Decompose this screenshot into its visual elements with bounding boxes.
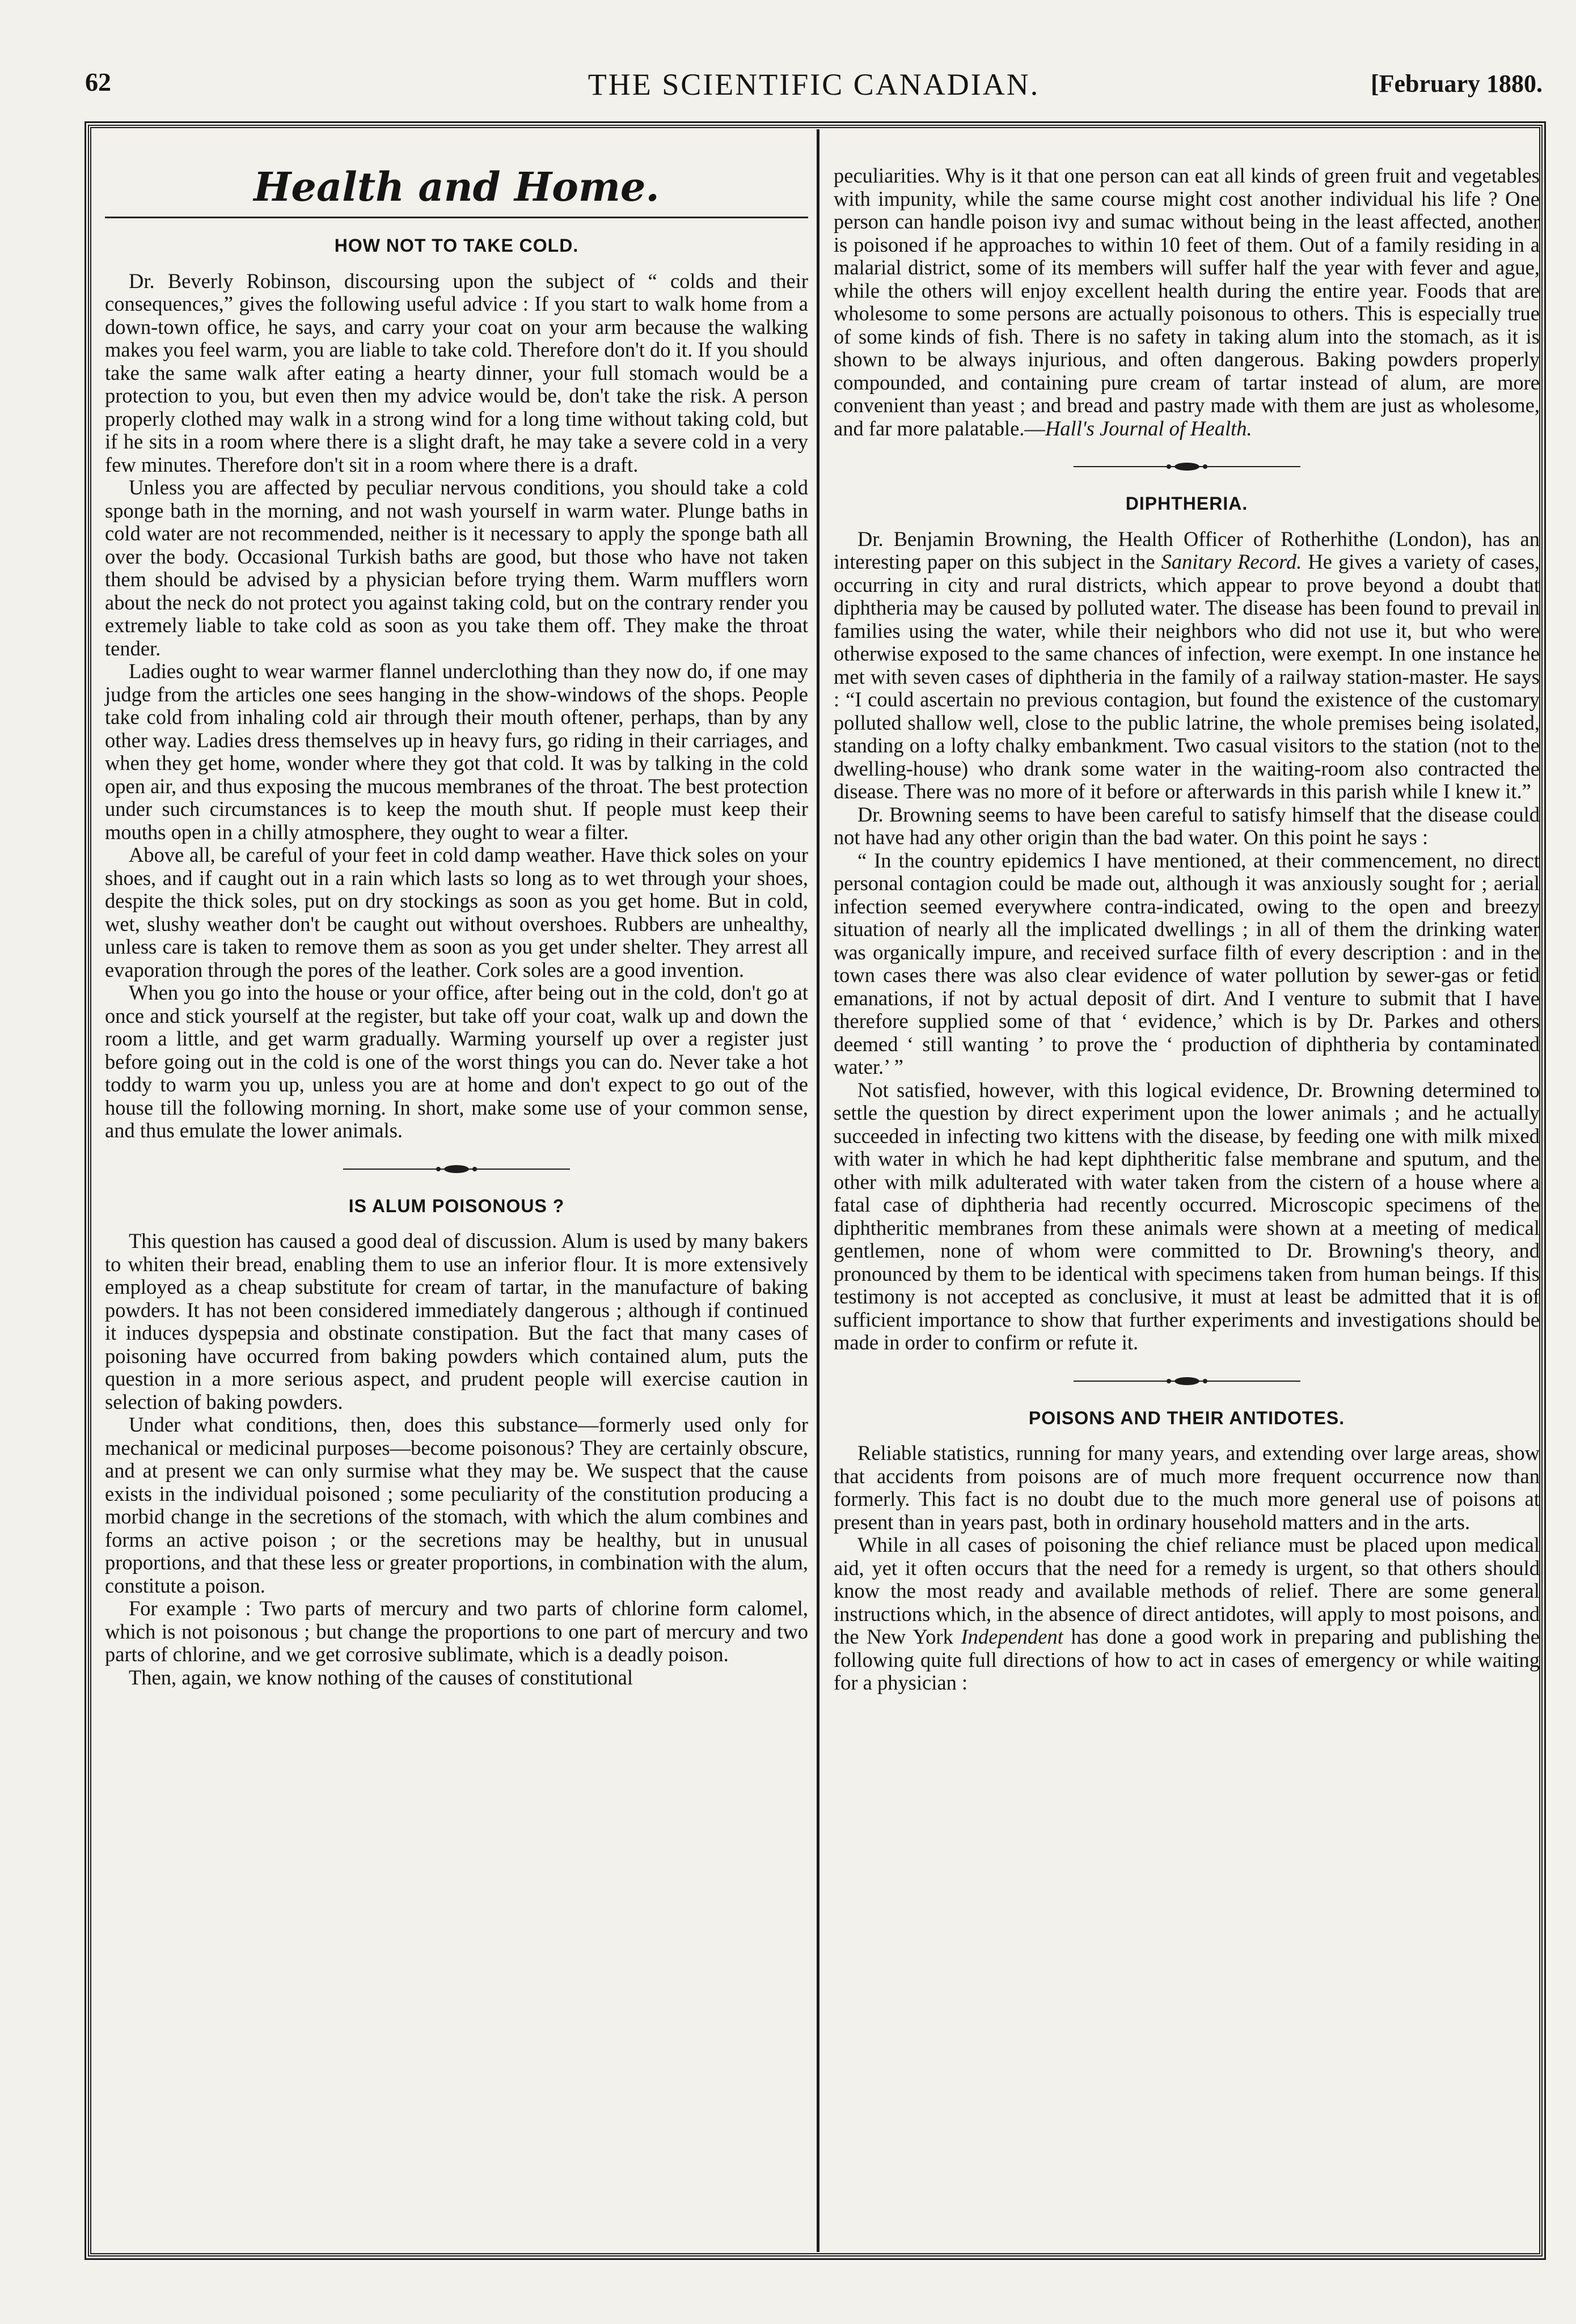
alum-source: Hall's Journal of Health. (1045, 416, 1252, 440)
ornament-divider (105, 1155, 808, 1183)
poisons-paragraph-2 (834, 1534, 1540, 1695)
diphtheria-paragraph-1 (834, 528, 1540, 803)
left-column (105, 164, 808, 2245)
right-column (834, 164, 1540, 2245)
cold-paragraph-4: Above all, be careful of your feet in cold damp weather. Have thick soles on your shoes, and if caught out in a rain which lasts so long as to wet through your shoes, despite the thick soles, put on dry stockings as soon as you get home. But in cold, wet, slushy weather don't be caught out without overshoes. Rubbers are unhealthy, unless care is taken to remove them as soon as you get under shelter. They arrest all evaporation through the pores of the leather. Cork soles are a good invention. (105, 843, 808, 981)
alum-paragraph-2: Under what conditions, then, does this substance—formerly used only for mechanical or medicinal purposes—become poisonous? They are certainly obscure, and at present we can only surmise what they may be. We suspect that the cause exists in the individual poisoned ; some peculiarity of the constitution producing a morbid change in the secretions of the stomach, with which the alum combines and forms an active poison ; or the secretions may be healthy, but in unusual proportions, and that these less or greater proportions, in combination with the alum, constitute a poison. (105, 1413, 808, 1597)
poisons-paragraph-1: Reliable statistics, running for many years, and extending over large areas, show that accidents from poisons are of much more frequent occurrence now than formerly. This fact is no doubt due to the much more general use of poisons at present than in years past, both in ordinary household matters and in the arts. (834, 1441, 1540, 1534)
section-heading-cold: HOW NOT TO TAKE COLD. (334, 235, 579, 256)
section-heading-diphtheria: DIPHTHERIA. (1125, 493, 1248, 514)
section-heading-poisons: POISONS AND THEIR ANTIDOTES. (1028, 1407, 1345, 1428)
diphtheria-p1-rest: He gives a variety of cases, occurring in city and rural districts, which appear to prove beyond a doubt that diphtheria may be caused by polluted water. The disease has been found to prevail in families using the water, while their neighbors who did not use it, but who were otherwise exposed to the same chances of infection, were exempt. In one instance he met with seven cases of diphtheria in the family of a railway station-master. He says : “I could ascertain no previous contagion, but found the existence of the customary polluted shallow well, close to the public latrine, the whole premises being isolated, standing on a lofty chalky embankment. Two casual visitors to the station (not to the dwelling-house) who drank some water in the waiting-room also contracted the disease. There was no more of it before or afterwards in this parish while I knew it.” (834, 550, 1540, 803)
issue-date: [February 1880. (1370, 70, 1543, 98)
poisons-p2-rest: has done a good work in preparing and publishing the following quite full directions of how to act in cases of emergency or while waiting for a physician : (834, 1625, 1540, 1694)
ornament-divider (834, 1367, 1540, 1395)
cold-paragraph-5: When you go into the house or your office, after being out in the cold, don't go at once and stick yourself at the register, but take off your coat, walk up and down the room a little, and get warm gradually. Warming yourself up over a register just before going out in the cold is one of the worst things you can do. Never take a hot toddy to warm you up, unless you are at home and don't expect to go out of the house till the following morning. In short, make some use of your common sense, and thus emulate the lower animals. (105, 981, 808, 1142)
sanitary-record-title: Sanitary Record. (1161, 550, 1302, 573)
diphtheria-paragraph-2: Dr. Browning seems to have been careful to satisfy himself that the disease could not have had any other origin than the bad water. On this point he says : (834, 802, 1540, 849)
cold-paragraph-3: Ladies ought to wear warmer flannel underclothing than they now do, if one may judge from the articles one sees hanging in the show-windows of the shops. People take cold from inhaling cold air through their mouth oftener, perhaps, than by any other way. Ladies dress themselves up in heavy furs, go riding in their carriages, and when they get home, wonder where they got that cold. It was by talking in the cold open air, and thus exposing the mucous membranes of the throat. The best protection under such circumstances is to keep the mouth shut. If people must keep their mouths open in a chilly atmosphere, they ought to wear a filter. (105, 659, 808, 844)
alum-paragraph-1: This question has caused a good deal of discussion. Alum is used by many bakers to whiten their bread, enabling them to use an inferior flour. It is more extensively employed as a cheap substitute for cream of tartar, in the manufacture of baking powders. It has not been considered immediately dangerous ; although if continued it induces dyspepsia and obstinate constipation. But the fact that many cases of poisoning have occurred from baking powders which contained alum, puts the question in a more serious aspect, and prudent people will exercise caution in selection of baking powders. (105, 1229, 808, 1413)
journal-title: THE SCIENTIFIC CANADIAN. (588, 67, 1040, 101)
poisons-p2-start: While in all cases of poisoning the chief reliance must be placed upon medical aid, yet it often occurs that the need for a remedy is urgent, so that others should know the most ready and available methods of relief. There are some general instructions which, in the absence of direct antidotes, will apply to most poisons, and the New York (834, 1533, 1540, 1648)
section-heading-alum: IS ALUM POISONOUS ? (348, 1195, 565, 1216)
diphtheria-paragraph-4: Not satisfied, however, with this logical evidence, Dr. Browning determined to settle the question by direct experiment upon the lower animals ; and he actually succeeded in infecting two kittens with the disease, by feeding one with milk mixed with water in which he had kept diphtheritic false membrane and sputum, and the other with milk adulterated with water taken from the cistern of a house where a fatal case of diphtheria had recently occurred. Microscopic specimens of the diphtheritic membranes from these animals were shown at a meeting of medical gentlemen, none of whom were committed to Dr. Browning's theory, and pronounced by them to be identical with specimens taken from human beings. If this testimony is not accepted as conclusive, it must at least be admitted that it is of sufficient importance to show that further experiments and investigations should be made in order to confirm or refute it. (834, 1078, 1540, 1354)
cold-paragraph-1: Dr. Beverly Robinson, discoursing upon the subject of “ colds and their consequences,” gives the following useful advice : If you start to walk home from a down-town office, he says, and carry your coat on your arm because the walking makes you feel warm, you are liable to take cold. Therefore don't do it. If you should take the same walk after eating a hearty dinner, your full stomach would be a protection to you, but even then my advice would be, don't take the risk. A person properly clothed may walk in a strong wind for a long time without taking cold, but if he sits in a room where there is a slight draft, he may take a severe cold in a very few minutes. Therefore don't sit in a room where there is a draft. (105, 269, 808, 476)
cold-paragraph-2: Unless you are affected by peculiar nervous conditions, you should take a cold sponge bath in the morning, and not wash yourself in warm water. Plunge baths in cold water are not recommended, neither is it necessary to apply the sponge bath all over the body. Occasional Turkish baths are good, but those who have not taken them should be advised by a physician before trying them. Warm mufflers worn about the neck do not protect you against taking cold, but on the contrary render you extremely liable to take cold as soon as you take them off. They make the throat tender. (105, 476, 808, 660)
alum-paragraph-5-text: peculiarities. Why is it that one person can eat all kinds of green fruit and vegetables with impunity, while the same course might cost another individual his life ? One person can handle poison ivy and sumac without being in the least affected, another is poisoned if he approaches to within 10 feet of them. Out of a family residing in a malarial district, some of its members will suffer half the year with fever and ague, while the others will enjoy excellent health during the entire year. Foods that are wholesome to some persons are actually poisonous to others. This is especially true of some kinds of fish. There is no safety in taking alum into the stomach, as it is shown to be always injurious, and often dangerous. Baking powders properly compounded, and containing pure cream of tartar instead of alum, are more convenient than yeast ; and bread and pastry made with them are just as wholesome, and far more palatable.— (834, 164, 1540, 440)
column-divider (817, 129, 819, 2252)
running-head (85, 67, 1543, 112)
diphtheria-p1-start: Dr. Benjamin Browning, the Health Officer of Rotherhithe (London), has an interesting paper on this subject in the (834, 527, 1540, 573)
ornament-divider (834, 452, 1540, 481)
alum-paragraph-5 (834, 164, 1540, 440)
page-number: 62 (85, 67, 111, 96)
diphtheria-paragraph-3: “ In the country epidemics I have mentioned, at their commencement, no direct personal contagion could be made out, although it was anxiously sought for ; aerial infection seemed everywhere contra-indicated, owing to the open and breezy situation of nearly all the implicated dwellings ; in all of them the drinking water was organically impure, and received surface filth of every description : and in the town cases there was also clear evidence of water pollution by sewer-gas or fetid emanations, if not by actual deposit of dirt. And I venture to submit that I have therefore supplied some of that ‘ evidence,’ which is by Dr. Parkes and others deemed ‘ still wanting ’ to prove the ‘ production of diphtheria by contaminated water.’ ” (834, 848, 1540, 1078)
department-title: Health and Home. (105, 164, 808, 218)
alum-paragraph-4: Then, again, we know nothing of the causes of constitutional (129, 1665, 633, 1689)
independent-title: Independent (961, 1625, 1063, 1648)
alum-paragraph-3: For example : Two parts of mercury and two parts of chlorine form calomel, which is not poisonous ; but change the proportions to one part of mercury and two parts of chlorine, and we get corrosive sublimate, which is a deadly poison. (105, 1597, 808, 1666)
